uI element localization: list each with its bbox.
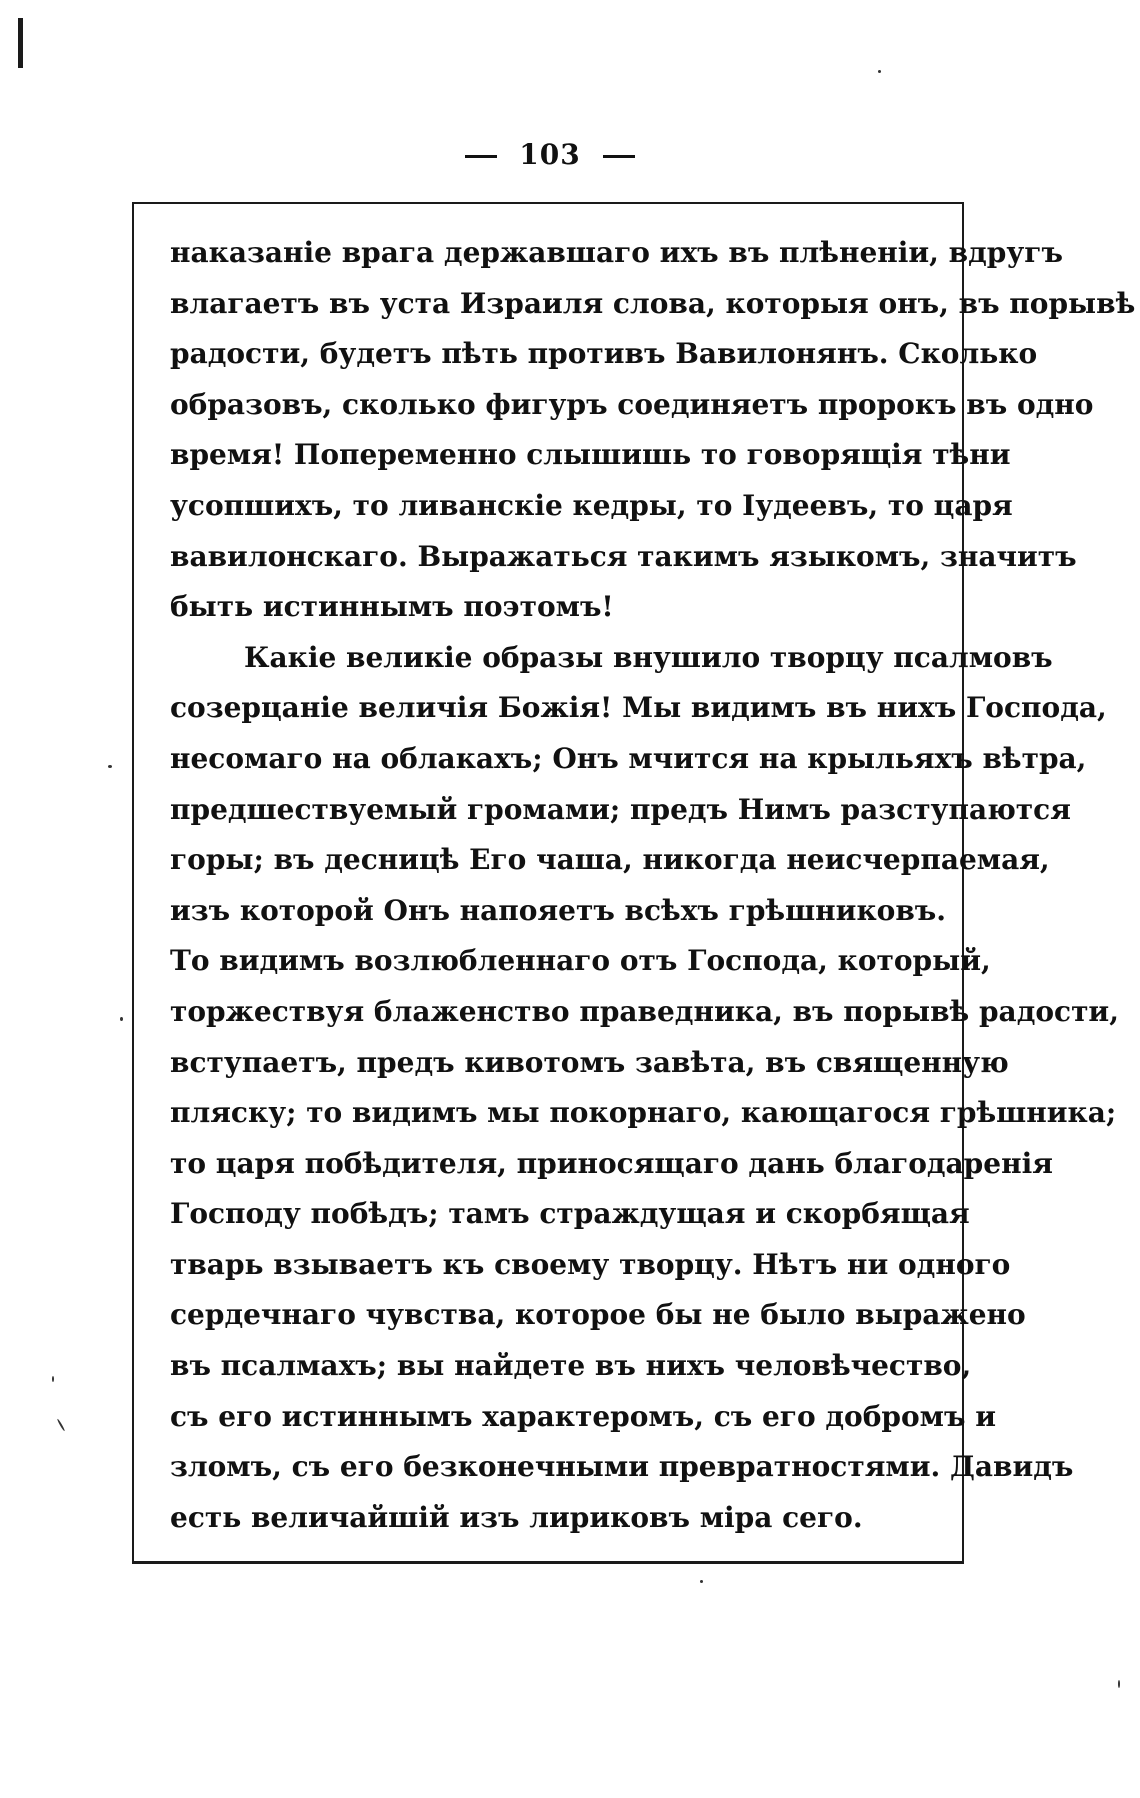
text-line: вавилонскаго. Выражаться такимъ языкомъ, значитъ xyxy=(170,539,1077,573)
scan-speck xyxy=(52,1376,54,1382)
text-line: то царя побѣдителя, приносящаго дань благодаренія xyxy=(170,1146,1053,1180)
text-line: горы; въ десницѣ Его чаша, никогда неисчерпаемая, xyxy=(170,843,1050,877)
text-line: радости, будетъ пѣть противъ Вавилонянъ. Сколько xyxy=(170,337,1038,371)
text-line: время! Попеременно слышишь то говорящія тѣни xyxy=(170,438,1011,472)
text-line: усопшихъ, то ливанскіе кедры, то Іудеевъ, то царя xyxy=(170,488,1013,522)
paragraph-1 xyxy=(170,228,1136,633)
header-dash-left xyxy=(465,155,497,158)
text-line: несомаго на облакахъ; Онъ мчится на крыльяхъ вѣтра, xyxy=(170,741,1087,775)
text-line: съ его истиннымъ характеромъ, съ его добромъ и xyxy=(170,1399,996,1433)
scan-edge-mark xyxy=(18,18,23,68)
text-line: изъ которой Онъ напояетъ всѣхъ грѣшниковъ. xyxy=(170,893,947,927)
page-number-header xyxy=(0,138,1100,171)
page-number: 103 xyxy=(519,138,581,171)
text-line: въ псалмахъ; вы найдете въ нихъ человѣчество, xyxy=(170,1349,972,1383)
text-line: Господу побѣдъ; тамъ страждущая и скорбящая xyxy=(170,1197,970,1231)
text-line: быть истиннымъ поэтомъ! xyxy=(170,590,614,624)
text-line: пляску; то видимъ мы покорнаго, кающагося грѣшника; xyxy=(170,1096,1117,1130)
text-line: образовъ, сколько фигуръ соединяетъ пророкъ въ одно xyxy=(170,387,1094,421)
text-line: созерцаніе величія Божія! Мы видимъ въ нихъ Господа, xyxy=(170,691,1107,725)
text-line: влагаетъ въ уста Израиля слова, которыя онъ, въ порывѣ xyxy=(170,286,1136,320)
text-line: Какіе великіе образы внушило творцу псалмовъ xyxy=(244,640,1053,674)
scan-speck xyxy=(108,765,112,768)
scan-speck xyxy=(700,1580,703,1583)
text-line: тварь взываетъ къ своему творцу. Нѣтъ ни одного xyxy=(170,1247,1011,1281)
text-body xyxy=(170,228,1136,1543)
text-line: торжествуя блаженство праведника, въ порывѣ радости, xyxy=(170,994,1119,1028)
scan-speck xyxy=(57,1418,66,1431)
header-dash-right xyxy=(603,155,635,158)
text-line: зломъ, съ его безконечными превратностями. Давидъ xyxy=(170,1450,1074,1484)
text-line: наказаніе врага державшаго ихъ въ плѣненіи, вдругъ xyxy=(170,236,1063,269)
text-line: есть величайшій изъ лириковъ міра сего. xyxy=(170,1500,863,1534)
text-line: сердечнаго чувства, которое бы не было выражено xyxy=(170,1298,1026,1332)
text-line: вступаетъ, предъ кивотомъ завѣта, въ священную xyxy=(170,1045,1009,1079)
text-line: предшествуемый громами; предъ Нимъ разступаются xyxy=(170,792,1071,826)
text-line: То видимъ возлюбленнаго отъ Господа, который, xyxy=(170,944,991,978)
scan-speck xyxy=(878,70,881,73)
scan-speck xyxy=(1118,1680,1120,1688)
scan-speck xyxy=(120,1017,123,1021)
paragraph-2 xyxy=(170,633,1119,1544)
